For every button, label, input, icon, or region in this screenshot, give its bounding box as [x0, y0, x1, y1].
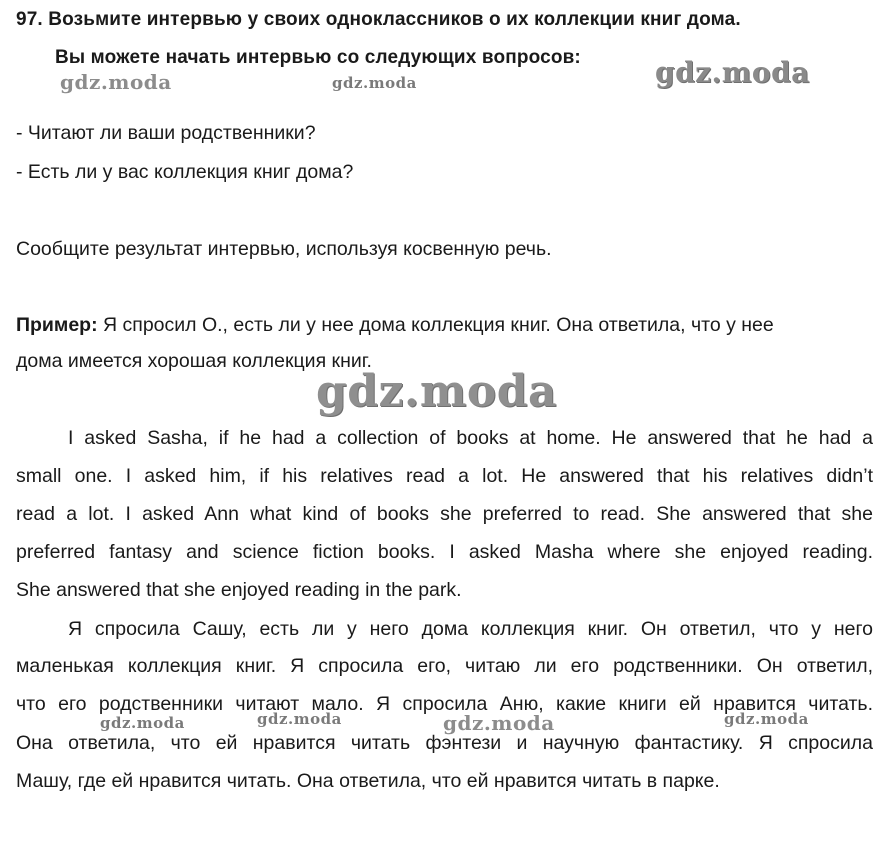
watermark: gdz.moda — [316, 366, 558, 417]
example-line — [16, 313, 774, 337]
watermark: gdz.moda — [332, 74, 417, 92]
answer-english-line: She answered that she enjoyed reading in the park. — [16, 579, 462, 601]
watermark: gdz.moda — [655, 56, 810, 89]
question-item: - Есть ли у вас коллекция книг дома? — [16, 161, 354, 183]
answer-english-line: preferred fantasy and science fiction books. I asked Masha where she enjoyed reading. — [16, 541, 873, 563]
task-title: 97. Возьмите интервью у своих одноклассников о их коллекции книг дома. — [16, 9, 741, 30]
answer-russian-line: маленькая коллекция книг. Я спросила его, читаю ли его родственники. Он ответил, — [16, 655, 873, 677]
example-label: Пример: — [16, 314, 98, 336]
answer-russian-line: Она ответила, что ей нравится читать фэнтези и научную фантастику. Я спросила — [16, 732, 873, 754]
question-item: - Читают ли ваши родственники? — [16, 122, 316, 144]
answer-russian-line: что его родственники читают мало. Я спросила Аню, какие книги ей нравится читать. — [16, 693, 873, 715]
watermark: gdz.moda — [257, 710, 342, 728]
answer-english-line: small one. I asked him, if his relatives read a lot. He answered that his relatives didn’t — [16, 465, 873, 487]
example-line: дома имеется хорошая коллекция книг. — [16, 350, 372, 372]
example-text: Я спросил О., есть ли у нее дома коллекция книг. Она ответила, что у нее — [97, 314, 774, 336]
watermark: gdz.moda — [724, 710, 809, 728]
task-subtitle: Вы можете начать интервью со следующих вопросов: — [55, 47, 581, 68]
instruction-text: Сообщите результат интервью, используя косвенную речь. — [16, 238, 552, 260]
answer-russian-line: Я спросила Сашу, есть ли у него дома коллекция книг. Он ответил, что у него — [68, 618, 873, 640]
answer-english-line: read a lot. I asked Ann what kind of books she preferred to read. She answered that she — [16, 503, 873, 525]
watermark: gdz.moda — [100, 714, 185, 732]
watermark: gdz.moda — [443, 711, 555, 735]
answer-russian-line: Машу, где ей нравится читать. Она ответила, что ей нравится читать в парке. — [16, 770, 720, 792]
answer-english-line: I asked Sasha, if he had a collection of books at home. He answered that he had a — [68, 427, 873, 449]
watermark: gdz.moda — [60, 70, 172, 94]
